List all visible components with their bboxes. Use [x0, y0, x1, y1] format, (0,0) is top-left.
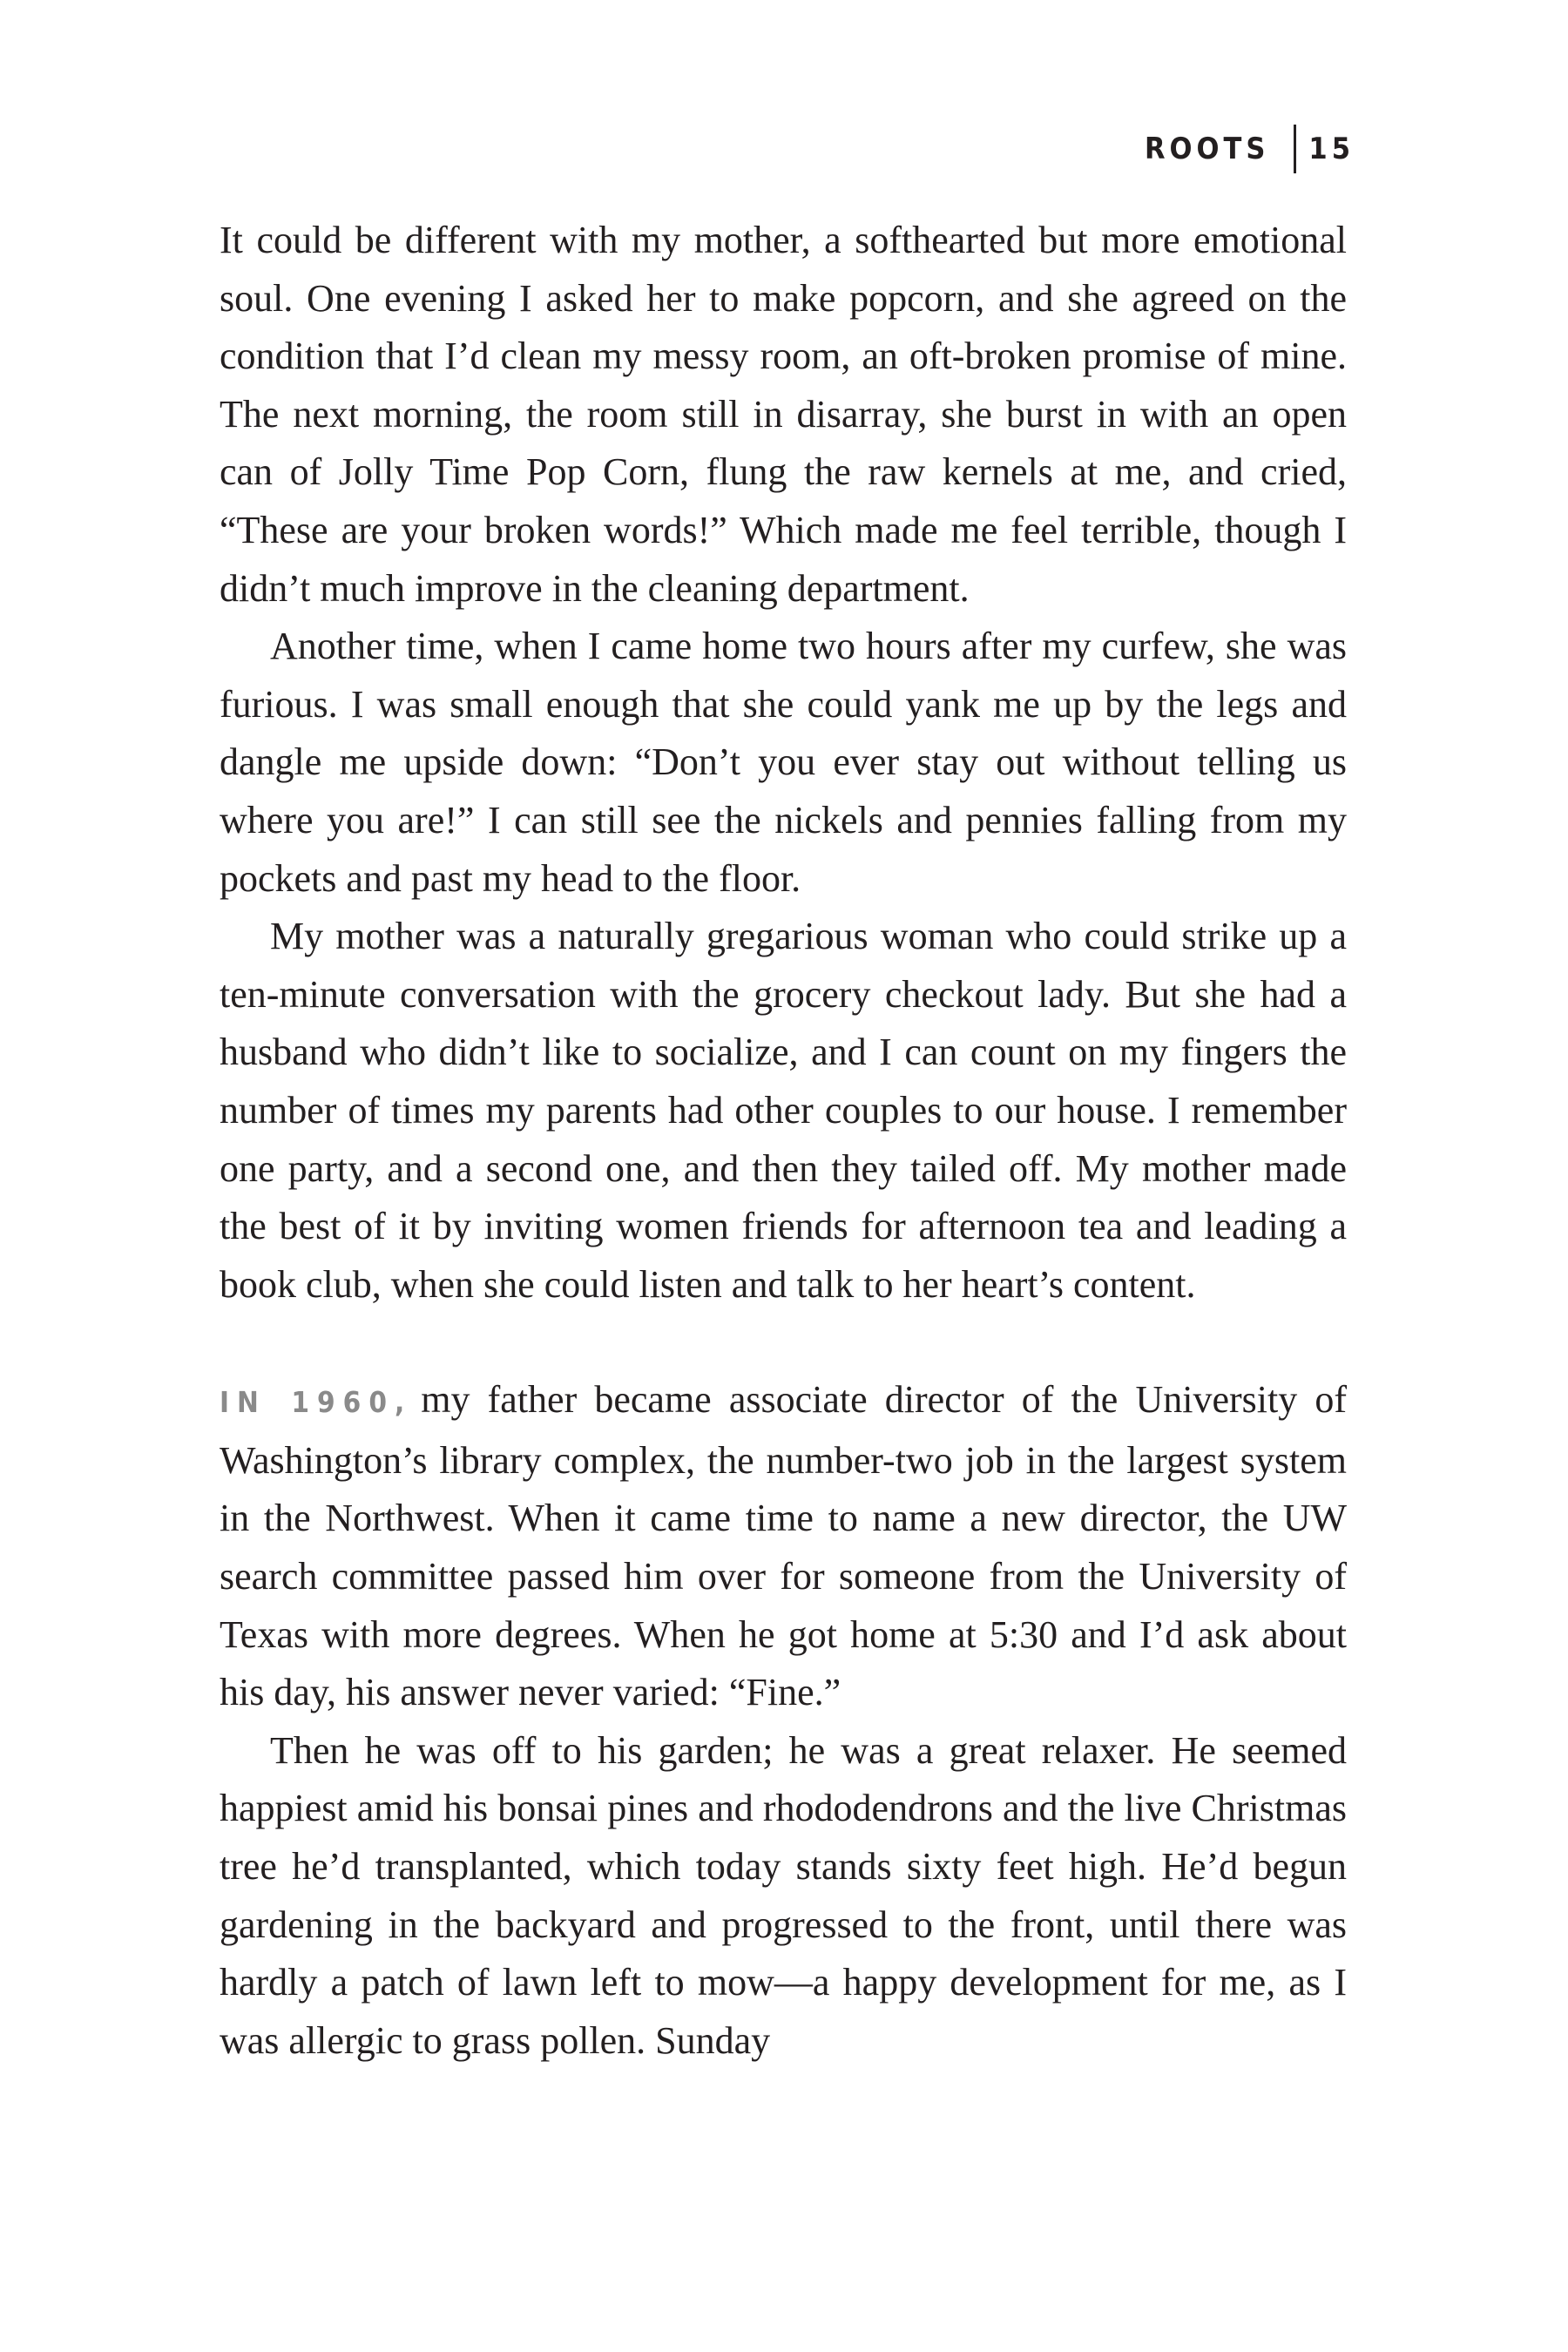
section-lead-in: IN 1960,	[220, 1385, 413, 1420]
running-head	[1145, 125, 1355, 173]
paragraph-5: Then he was off to his garden; he was a great relaxer. He seemed happiest amid his bonsai pines and rhododendrons and the live Christmas tree he’d transplanted, which today stands sixty feet high. He’d begun gardening in the backyard and progressed to the front, until there was hardly a patch of lawn left to mow—a happy development for me, as I was allergic to grass pollen. Sunday	[220, 1728, 1347, 2062]
paragraph-1: It could be different with my mother, a softhearted but more emotional soul. One evening I asked her to make popcorn, and she agreed on the condition that I’d clean my messy room, an oft-broken promise of mine. The next morning, the room still in disarray, she burst in with an open can of Jolly Time Pop Corn, flung the raw kernels at me, and cried, “These are your broken words!” Which made me feel terrible, though I didn’t much improve in the cleaning department.	[220, 219, 1347, 610]
page-number: 15	[1308, 132, 1355, 166]
paragraph-3: My mother was a naturally gregarious woman who could strike up a ten-minute conversation with the grocery checkout lady. But she had a husband who didn’t like to socialize, and I can count on my fingers the number of times my parents had other couples to our house. I remember one party, and a second one, and then they tailed off. My mother made the best of it by inviting women friends for afternoon tea and leading a book club, when she could listen and talk to her heart’s content.	[220, 915, 1347, 1306]
paragraph-4	[220, 1371, 1347, 1722]
section-title: ROOTS	[1144, 132, 1270, 166]
paragraph-2: Another time, when I came home two hours after my curfew, she was furious. I was small enough that she could yank me up by the legs and dangle me upside down: “Don’t you ever stay out without telling us where you are!” I can still see the nickels and pennies falling from my pockets and past my head to the floor.	[220, 625, 1347, 900]
header-divider	[1294, 125, 1296, 173]
body-text	[220, 212, 1347, 2070]
paragraph-4-text: my father became associate director of the University of Washington’s library complex, the number-two job in the largest system in the Northwest. When it came time to name a new director, the UW search committee passed him over for someone from the University of Texas with more degrees. When he got home at 5:30 and I’d ask about his day, his answer never varied: “Fine.”	[220, 1378, 1347, 1714]
